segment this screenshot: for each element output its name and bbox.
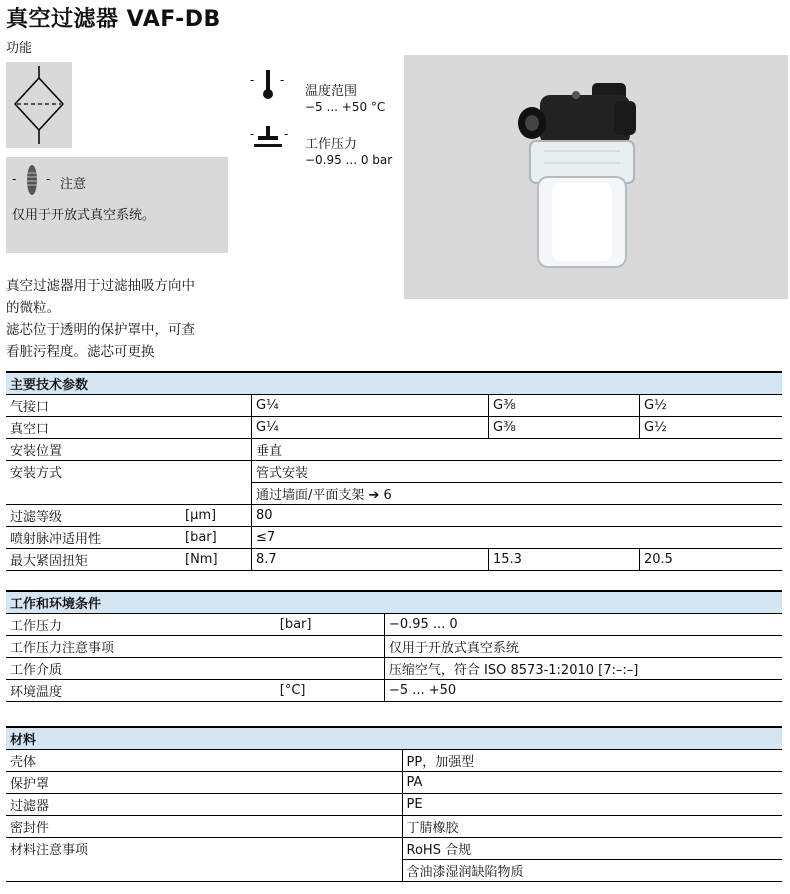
cell-value: 含油漆湿润缺陷物质 — [402, 860, 782, 882]
cell-value: G⅜ — [489, 395, 640, 417]
cell-value: G⅜ — [489, 417, 640, 439]
cell-value: G¼ — [252, 395, 489, 417]
param-name: 材料注意事项 — [10, 843, 89, 859]
cell-value: 仅用于开放式真空系统 — [384, 636, 782, 658]
table-row — [6, 461, 782, 483]
svg-text:-: - — [280, 73, 285, 87]
cell-value: 8.7 — [252, 549, 489, 571]
temperature-value: −5 ... +50 °C — [305, 100, 386, 114]
table-row — [6, 680, 782, 702]
table-row — [6, 439, 782, 461]
table-row — [6, 658, 782, 680]
param-name: 真空口 — [6, 417, 252, 439]
cell-value: PE — [402, 794, 782, 816]
thermometer-icon — [250, 68, 294, 102]
table-row — [6, 483, 782, 505]
svg-text:-: - — [12, 172, 17, 186]
table-row — [6, 614, 782, 636]
cell-value: 80 — [252, 505, 783, 527]
table-row — [6, 860, 782, 882]
param-name: 工作压力 — [6, 614, 276, 636]
param-name: 过滤器 — [6, 794, 402, 816]
unit: [μm] — [181, 505, 252, 527]
attention-icon — [10, 163, 54, 197]
operating-conditions-table — [6, 590, 782, 702]
table-row — [6, 772, 782, 794]
param-name: 过滤等级 — [6, 505, 181, 527]
vacuum-filter-product-photo — [404, 55, 788, 299]
table-row — [6, 636, 782, 658]
cell-value: 丁腈橡胶 — [402, 816, 782, 838]
param-name: 安装位置 — [6, 439, 252, 461]
table-row — [6, 505, 782, 527]
param-name: 安装方式 — [10, 466, 63, 482]
param-name: 保护罩 — [6, 772, 402, 794]
cell-value: 垂直 — [252, 439, 783, 461]
table-row — [6, 395, 782, 417]
table-header-row — [6, 372, 782, 395]
table-row — [6, 417, 782, 439]
table-header-row — [6, 591, 782, 614]
unit: [°C] — [276, 680, 385, 702]
section-header: 工作和环境条件 — [6, 591, 782, 614]
cell-value: −5 ... +50 — [384, 680, 782, 702]
svg-text:-: - — [250, 73, 255, 87]
param-name: 工作介质 — [6, 658, 384, 680]
description — [6, 275, 236, 363]
cell-value: RoHS 合规 — [402, 838, 782, 860]
cell-value: G½ — [640, 395, 783, 417]
cell-value: 压缩空气，符合 ISO 8573-1:2010 [7:–:–] — [384, 658, 782, 680]
filter-symbol-icon — [6, 62, 72, 148]
cell-value: −0.95 ... 0 — [384, 614, 782, 636]
unit: [bar] — [181, 527, 252, 549]
cell-value: PP，加强型 — [402, 750, 782, 772]
param-name: 壳体 — [6, 750, 402, 772]
cell-value: PA — [402, 772, 782, 794]
table-row — [6, 549, 782, 571]
description-line: 的微粒。 — [6, 300, 60, 316]
pressure-value: −0.95 ... 0 bar — [305, 153, 393, 167]
svg-text:-: - — [46, 172, 51, 186]
note-text: 仅用于开放式真空系统。 — [12, 208, 156, 223]
table-row — [6, 750, 782, 772]
unit: [bar] — [276, 614, 385, 636]
table-row — [6, 794, 782, 816]
cell-value: 15.3 — [489, 549, 640, 571]
pressure-gauge-icon — [250, 124, 294, 154]
description-line: 看脏污程度。滤芯可更换 — [6, 344, 155, 360]
param-name: 最大紧固扭矩 — [6, 549, 181, 571]
function-label: 功能 — [6, 41, 33, 56]
temperature-label: 温度范围 — [305, 84, 358, 99]
description-line: 滤芯位于透明的保护罩中，可查 — [6, 322, 195, 338]
param-name: 气接口 — [6, 395, 252, 417]
param-name: 环境温度 — [6, 680, 276, 702]
table-header-row — [6, 727, 782, 750]
unit: [Nm] — [181, 549, 252, 571]
cell-value: 通过墙面/平面支架 ➔ 6 — [252, 483, 783, 505]
section-header: 主要技术参数 — [6, 372, 782, 395]
param-name: 喷射脉冲适用性 — [6, 527, 181, 549]
main-tech-params-table — [6, 371, 782, 571]
cell-value: ≤7 — [252, 527, 783, 549]
section-header: 材料 — [6, 727, 782, 750]
cell-value: G¼ — [252, 417, 489, 439]
filter-symbol-box — [6, 62, 72, 148]
cell-value: 20.5 — [640, 549, 783, 571]
page-title: 真空过滤器 VAF-DB — [6, 7, 221, 32]
param-name: 工作压力注意事项 — [6, 636, 384, 658]
cell-value: 管式安装 — [252, 461, 783, 483]
materials-table — [6, 726, 782, 882]
table-row — [6, 527, 782, 549]
cell-value: G½ — [640, 417, 783, 439]
table-row — [6, 816, 782, 838]
description-line: 真空过滤器用于过滤抽吸方向中 — [6, 278, 195, 294]
svg-text:-: - — [284, 127, 289, 141]
param-name: 密封件 — [6, 816, 402, 838]
product-photo — [404, 55, 788, 299]
svg-text:-: - — [250, 127, 255, 141]
table-row — [6, 838, 782, 860]
note-title: 注意 — [60, 177, 87, 192]
pressure-label: 工作压力 — [305, 137, 358, 152]
